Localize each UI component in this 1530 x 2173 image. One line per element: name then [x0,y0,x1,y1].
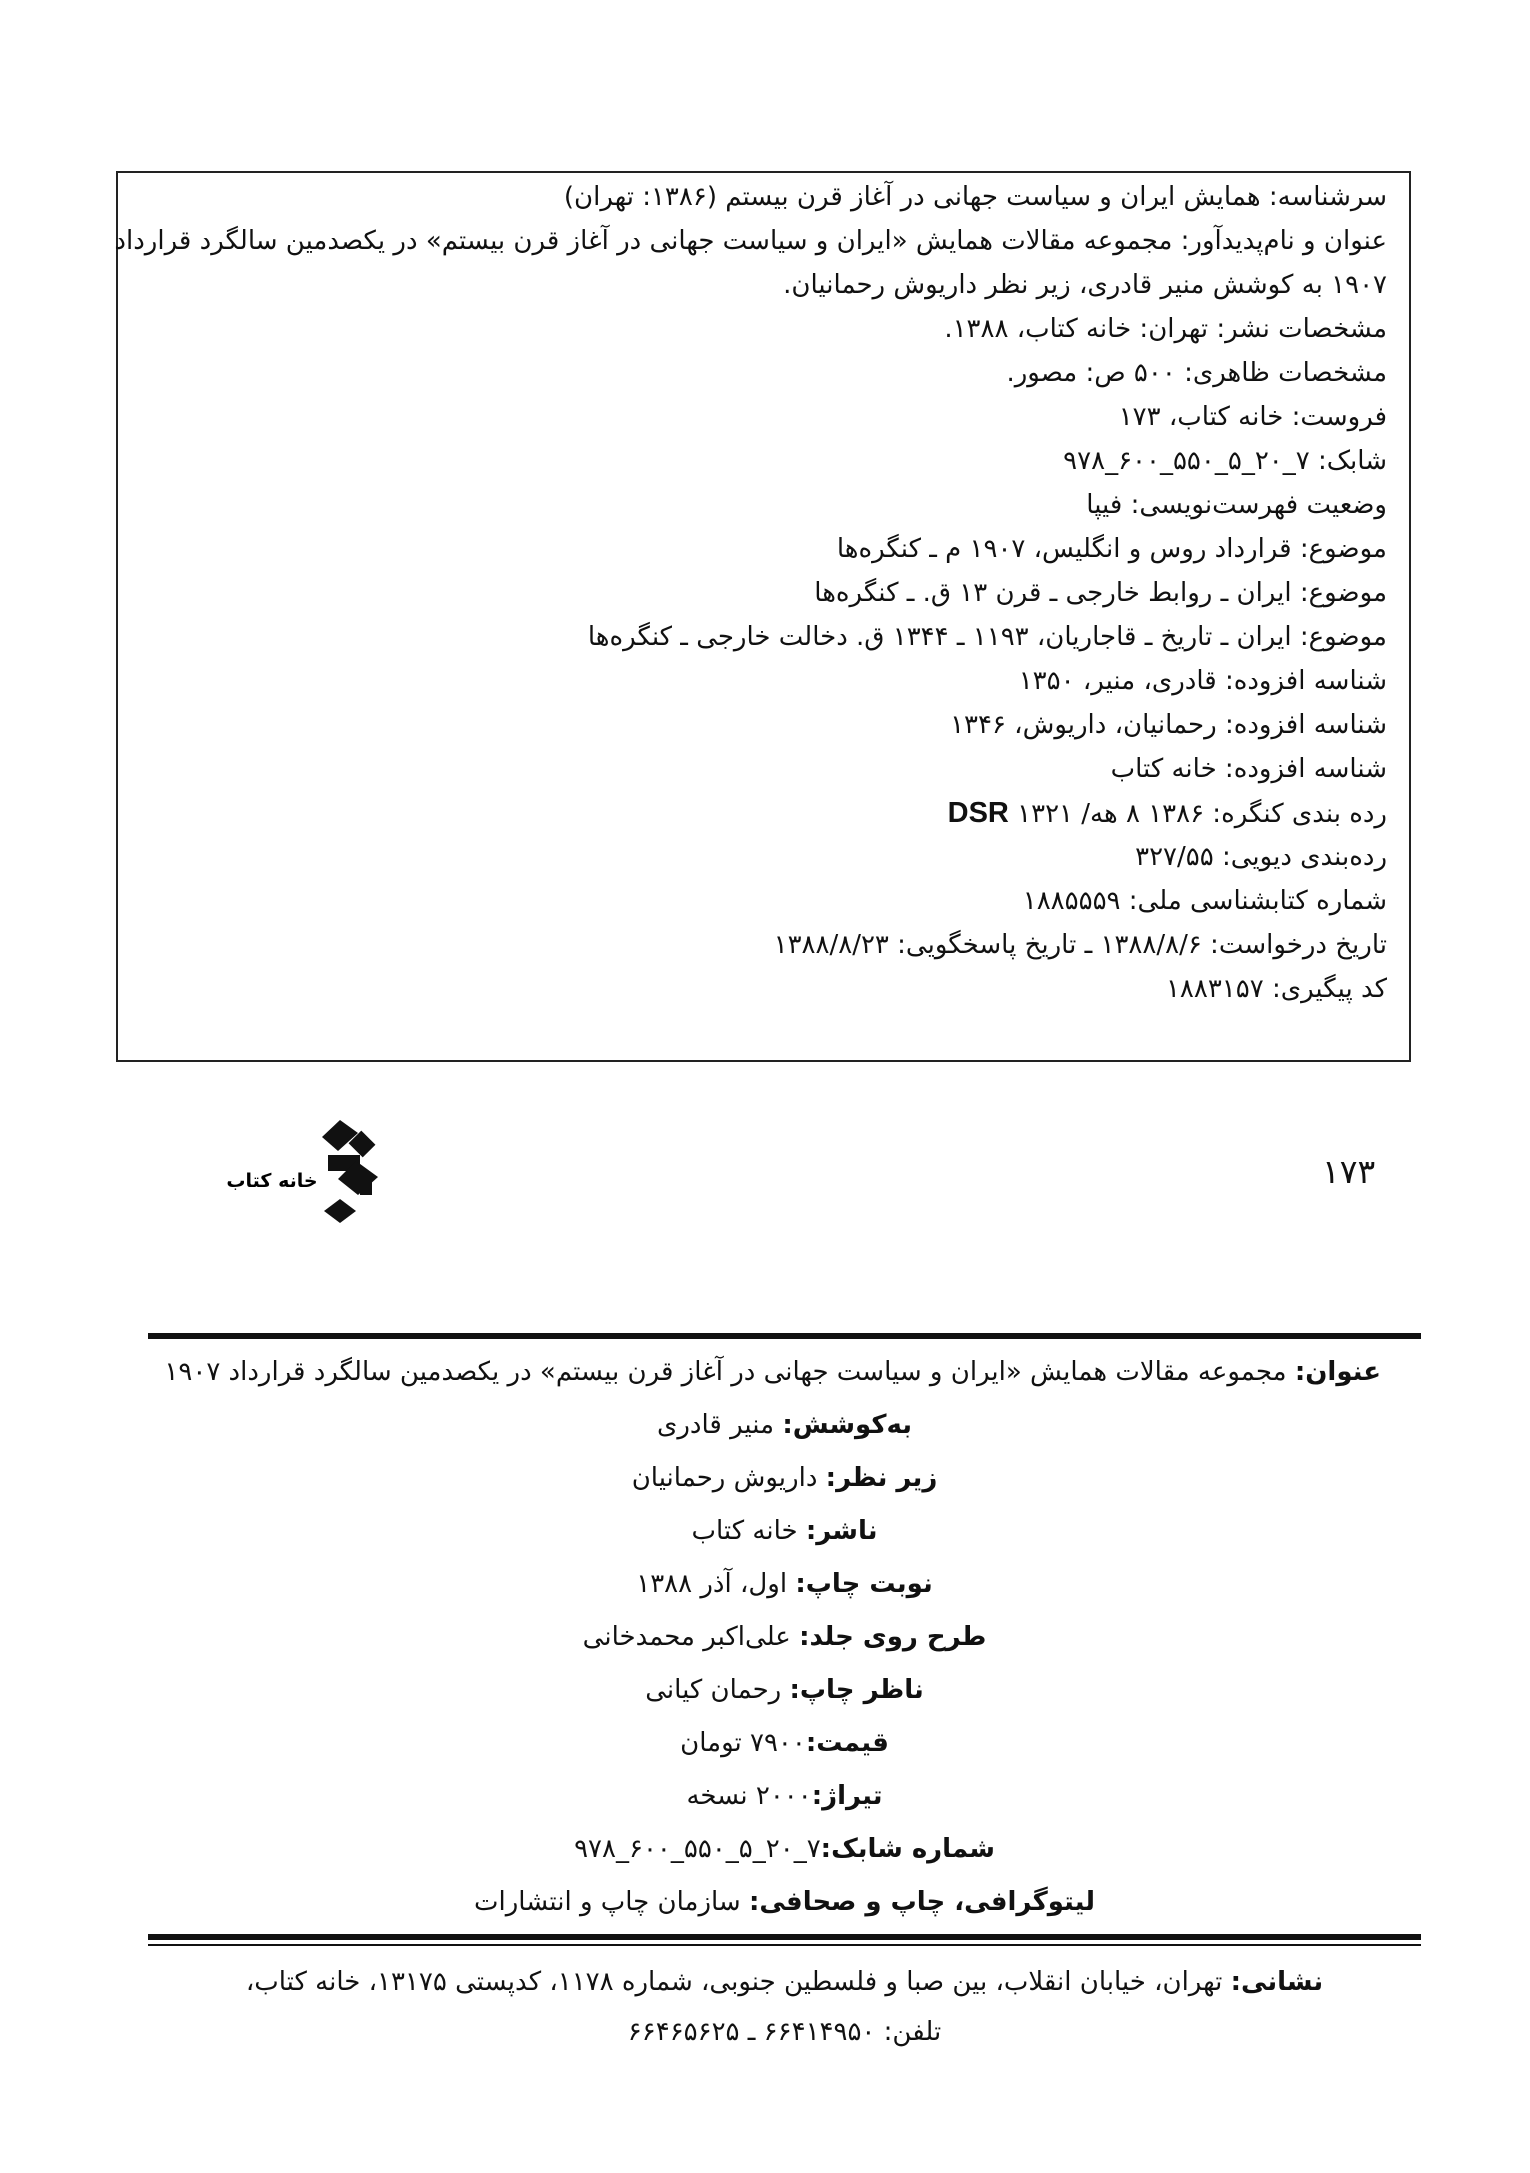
imprint-supervisor-line [148,1458,1421,1498]
cip-line-subject-1: موضوع: قرارداد روس و انگلیس، ۱۹۰۷ م ـ کنگره‌ها [836,534,1387,564]
imprint-lithography-line [148,1882,1421,1922]
imprint-isbn-value: ۷_۲۰_۵_۵۵۰_۶۰۰_۹۷۸ [574,1834,821,1864]
cip-line-status: وضعیت فهرست‌نویسی: فیپا [1086,490,1387,520]
cip-congress-latin: DSR [947,797,1009,829]
imprint-publisher-line [148,1511,1421,1551]
cip-congress-text: رده بندی کنگره: ۱۳۸۶ ۸ هه/ ۱۳۲۱ [1017,799,1387,829]
imprint-lithography-label: لیتوگرافی، چاپ و صحافی: [748,1887,1095,1917]
imprint-editor-value: منیر قادری [656,1410,775,1440]
imprint-edition-label: نوبت چاپ: [795,1569,933,1599]
imprint-price-label: قیمت: [805,1728,889,1758]
imprint-edition-value: اول، آذر ۱۳۸۸ [636,1569,788,1599]
imprint-publisher-label: ناشر: [805,1516,878,1546]
cip-line-added-1: شناسه افزوده: قادری، منیر، ۱۳۵۰ [1018,666,1387,696]
imprint-supervisor-value: داریوش رحمانیان [631,1463,818,1493]
cip-line-added-3: شناسه افزوده: خانه کتاب [1110,754,1387,784]
imprint-editor-line [148,1405,1421,1445]
cip-line-national-number: شماره کتابشناسی ملی: ۱۸۸۵۵۵۹ [1022,886,1387,916]
cip-catalog-box [116,171,1411,1062]
address-line [148,1962,1421,2002]
imprint-title-line [148,1352,1421,1392]
imprint-cover-value: علی‌اکبر محمدخانی [582,1622,791,1652]
imprint-isbn-line [148,1829,1421,1869]
imprint-lithography-value: سازمان چاپ و انتشارات [474,1887,741,1917]
logo-caption: خانه کتاب [226,1170,318,1192]
cip-line-publication: مشخصات نشر: تهران: خانه کتاب، ۱۳۸۸. [944,314,1387,344]
cip-line-dewey: رده‌بندی دیویی: ۳۲۷/۵۵ [1135,842,1387,872]
cip-line-physical: مشخصات ظاهری: ۵۰۰ ص: مصور. [1006,358,1387,388]
page-number: ۱۷۳ [1322,1152,1376,1191]
imprint-bottom-rule-thin [148,1944,1421,1946]
phone-line: تلفن: ۶۶۴۱۴۹۵۰ ـ ۶۶۴۶۵۶۲۵ [627,2017,942,2047]
imprint-top-rule [148,1333,1421,1339]
imprint-isbn-label: شماره شابک: [820,1834,995,1864]
address-label: نشانی: [1230,1967,1324,1997]
imprint-edition-line [148,1564,1421,1604]
imprint-print-supervisor-value: رحمان کیانی [645,1675,782,1705]
imprint-price-value: ۷۹۰۰ تومان [680,1728,806,1758]
imprint-title-label: عنوان: [1294,1357,1381,1387]
cip-line-heading: سرشناسه: همایش ایران و سیاست جهانی در آغاز قرن بیستم (۱۳۸۶: تهران) [563,182,1387,212]
cip-line-isbn: شابک: ۷_۲۰_۵_۵۵۰_۶۰۰_۹۷۸ [1063,446,1387,476]
imprint-publisher-value: خانه کتاب [691,1516,798,1546]
cip-line-tracking: کد پیگیری: ۱۸۸۳۱۵۷ [1165,974,1387,1004]
imprint-circulation-label: تیراژ: [811,1781,883,1811]
cip-line-subject-3: موضوع: ایران ـ تاریخ ـ قاجاریان، ۱۱۹۳ ـ ۱۳۴۴ ق. دخالت خارجی ـ کنگره‌ها [587,622,1387,652]
imprint-price-line [148,1723,1421,1763]
khane-ketab-logo [210,1115,400,1225]
cip-line-title: عنوان و نام‌پدیدآور: مجموعه مقالات همایش «ایران و سیاست جهانی در آغاز قرن بیستم» در یکصدمین سالگرد قرارداد [114,226,1387,256]
imprint-cover-line [148,1617,1421,1657]
imprint-cover-label: طرح روی جلد: [799,1622,987,1652]
cip-line-title-cont: ۱۹۰۷ به کوشش منیر قادری، زیر نظر داریوش رحمانیان. [783,270,1387,300]
imprint-bottom-rule-thick [148,1934,1421,1940]
address-value: تهران، خیابان انقلاب، بین صبا و فلسطین جنوبی، شماره ۱۱۷۸، کدپستی ۱۳۱۷۵، خانه کتاب، [245,1967,1223,1997]
cip-line-dates: تاریخ درخواست: ۱۳۸۸/۸/۶ ـ تاریخ پاسخگویی: ۱۳۸۸/۸/۲۳ [773,930,1387,960]
imprint-title-value: مجموعه مقالات همایش «ایران و سیاست جهانی در آغاز قرن بیستم» در یکصدمین سالگرد قرارداد ۱۹۰۷ [164,1357,1287,1387]
cip-line-subject-2: موضوع: ایران ـ روابط خارجی ـ قرن ۱۳ ق. ـ کنگره‌ها [814,578,1387,608]
imprint-supervisor-label: زیر نظر: [825,1463,938,1493]
imprint-editor-label: به‌کوشش: [782,1410,912,1440]
imprint-circulation-line [148,1776,1421,1816]
cip-line-series: فروست: خانه کتاب، ۱۷۳ [1118,402,1387,432]
imprint-print-supervisor-line [148,1670,1421,1710]
cip-line-congress [948,793,1387,834]
cip-line-added-2: شناسه افزوده: رحمانیان، داریوش، ۱۳۴۶ [950,710,1387,740]
imprint-print-supervisor-label: ناظر چاپ: [789,1675,924,1705]
imprint-circulation-value: ۲۰۰۰ نسخه [686,1781,812,1811]
